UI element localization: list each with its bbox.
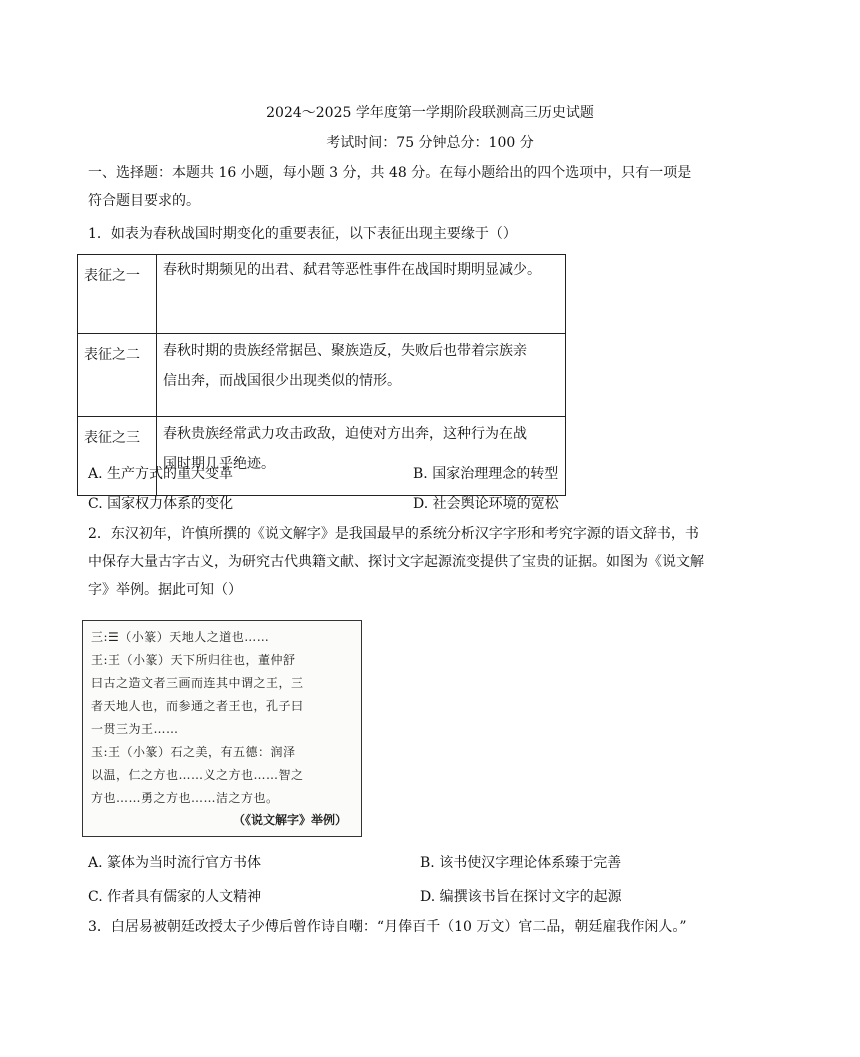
question-1-option-d[interactable]: D. 社会舆论环境的宽松 [413, 496, 559, 512]
figure-line: 方也……勇之方也……洁之方也。 [91, 791, 279, 805]
question-1-option-a[interactable]: A. 生产方式的重大变革 [88, 466, 234, 482]
table-value-line: 春秋时期频见的出君、弑君等恶性事件在战国时期明显减少。 [163, 262, 541, 278]
question-2-option-b[interactable]: B. 该书使汉字理论体系臻于完善 [420, 855, 622, 871]
section-intro-line1: 一、选择题：本题共 16 小题，每小题 3 分，共 48 分。在每小题给出的四个选项中，只有一项是 [88, 165, 692, 181]
exam-title: 2024～2025 学年度第一学期阶段联测高三历史试题 [266, 105, 594, 121]
shuowen-figure [82, 620, 362, 837]
table-value [157, 334, 566, 417]
question-3-stem: 3．白居易被朝廷改授太子少傅后曾作诗自嘲：“月俸百千（10 万文）官二品，朝廷雇我作闲人。” [88, 919, 687, 935]
table-key: 表征之一 [78, 255, 157, 334]
table-value-line: 国时期几乎绝迹。 [163, 456, 275, 472]
question-2-option-a[interactable]: A. 篆体为当时流行官方书体 [88, 855, 262, 871]
figure-caption: （《说文解字》举例） [232, 813, 347, 827]
table-row [78, 255, 566, 334]
question-2-option-d[interactable]: D. 编撰该书旨在探讨文字的起源 [420, 889, 622, 905]
table-row [78, 334, 566, 417]
table-key: 表征之二 [78, 334, 157, 417]
question-1-stem: 1．如表为春秋战国时期变化的重要表征，以下表征出现主要缘于（） [88, 226, 517, 242]
question-2-stem-line2: 中保存大量古字古义，为研究古代典籍文献、探讨文字起源流变提供了宝贵的证据。如图为《说文解 [88, 554, 704, 570]
table-key: 表征之三 [78, 417, 157, 496]
figure-line: 王:王（小篆）天下所归往也，董仲舒 [91, 653, 296, 667]
table-row [78, 417, 566, 496]
figure-line: 一贯三为王…… [91, 722, 179, 736]
figure-line: 三:☰（小篆）天地人之道也…… [91, 630, 270, 644]
table-value-line: 春秋贵族经常武力攻击政敌，迫使对方出奔，这种行为在战 [163, 426, 527, 442]
question-2-stem-line3: 字》举例。据此可知（） [88, 582, 242, 598]
table-value [157, 255, 566, 334]
question-1-option-c[interactable]: C. 国家权力体系的变化 [88, 496, 234, 512]
section-intro-line2: 符合题目要求的。 [88, 193, 200, 209]
exam-subtitle: 考试时间：75 分钟总分：100 分 [326, 135, 534, 151]
question-1-table [77, 254, 566, 496]
question-2-stem-line1: 2．东汉初年，许慎所撰的《说文解字》是我国最早的系统分析汉字字形和考究字源的语文辞书，书 [88, 526, 699, 542]
question-2-option-c[interactable]: C. 作者具有儒家的人文精神 [88, 889, 262, 905]
figure-line: 者天地人也，而参通之者王也，孔子曰 [91, 699, 304, 713]
table-value-line: 春秋时期的贵族经常据邑、聚族造反，失败后也带着宗族亲 [163, 343, 527, 359]
figure-line: 玉:王（小篆）石之美，有五德：润泽 [91, 745, 296, 759]
table-value [157, 417, 566, 496]
question-1-option-b[interactable]: B. 国家治理理念的转型 [413, 466, 559, 482]
table-value-line: 信出奔，而战国很少出现类似的情形。 [163, 373, 401, 389]
figure-line: 曰古之造文者三画而连其中谓之王，三 [91, 676, 304, 690]
figure-line: 以温，仁之方也……义之方也……智之 [91, 768, 304, 782]
